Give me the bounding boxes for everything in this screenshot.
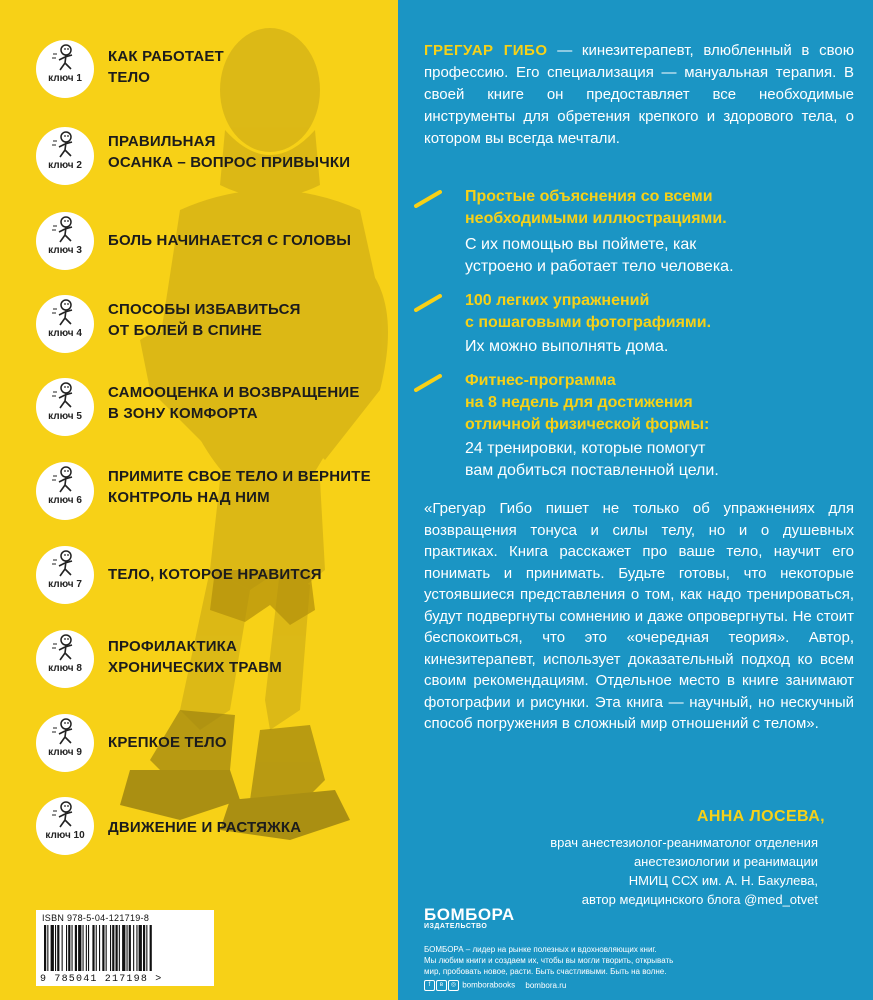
publisher-socials: [424, 980, 566, 991]
running-figure-icon: [50, 131, 80, 159]
key-badge-label: ключ 2: [48, 160, 82, 171]
running-figure-icon: [50, 216, 80, 244]
left-panel: [0, 0, 398, 1000]
key-badge: [36, 378, 94, 436]
feature-title: Простые объяснения со всеми необходимыми иллюстрациями.: [465, 188, 727, 227]
key-title: БОЛЬ НАЧИНАЕТСЯ С ГОЛОВЫ: [108, 232, 352, 249]
key-badge-label: ключ 10: [45, 830, 85, 841]
feature-title: 100 легких упражнений с пошаговыми фотографиями.: [465, 292, 712, 331]
review-quote: «Грегуар Гибо пишет не только об упражнениях для возвращения тонуса и силы телу, но и о душевных практиках. Книга расскажет про ваше тело, научит его понимать и принимать. Будьте готовы, что некоторые устоявшиеся представления о том, как надо тренироваться, будут подвергнуты сомнению и даже опровергнуты. Не стоит беспокоиться, что это «очередная теория». Автор, кинезитерапевт, использует доказательный подход ко всем своим рекомендациям. Отдельное место в книге занимают фотографии и рисунки. Эта книга — научный, но нескучный способ погружения в сложный мир отношений с телом».: [424, 500, 854, 732]
key-title: ПРОФИЛАКТИКА ХРОНИЧЕСКИХ ТРАВМ: [108, 638, 282, 676]
isbn-label: ISBN 978-5-04-121719-8: [42, 913, 150, 923]
feature-desc: Их можно выполнять дома.: [465, 338, 669, 355]
site-link[interactable]: bombora.ru: [525, 980, 567, 990]
right-panel: [398, 0, 873, 1000]
slash-icon: [414, 374, 442, 392]
feature-desc: С их помощью вы поймете, как устроено и работает тело человека.: [465, 236, 734, 275]
key-badge: [36, 462, 94, 520]
key-badge: [36, 797, 94, 855]
facebook-icon[interactable]: f: [424, 980, 435, 991]
key-badge-label: ключ 8: [48, 663, 82, 674]
publisher-logo: БОМБОРА ИЗДАТЕЛЬСТВО: [424, 905, 515, 930]
key-item: [36, 546, 376, 606]
key-item: [36, 462, 376, 522]
instagram-icon[interactable]: ◎: [448, 980, 459, 991]
barcode-bars: [42, 925, 208, 973]
author-intro: [424, 40, 854, 150]
key-title: СПОСОБЫ ИЗБАВИТЬСЯ ОТ БОЛЕЙ В СПИНЕ: [108, 301, 301, 339]
key-badge-label: ключ 9: [48, 747, 82, 758]
key-title: ПРАВИЛЬНАЯ ОСАНКА – ВОПРОС ПРИВЫЧКИ: [108, 133, 351, 171]
slash-icon: [414, 294, 442, 312]
vk-icon[interactable]: в: [436, 980, 447, 991]
key-item: [36, 797, 376, 857]
key-badge: [36, 714, 94, 772]
key-badge-label: ключ 7: [48, 579, 82, 590]
key-item: [36, 127, 376, 187]
reviewer-description: врач анестезиолог-реаниматолог отделения анестезиологии и реанимации НМИЦ ССХ им. А. Н. Бакулева, автор медицинского блога @med_otvet: [550, 835, 818, 907]
key-title: ДВИЖЕНИЕ И РАСТЯЖКА: [108, 819, 302, 836]
social-handle[interactable]: bomborabooks: [462, 980, 516, 990]
barcode-number: 9 785041 217198 >: [40, 974, 163, 985]
key-item: [36, 630, 376, 690]
key-badge-label: ключ 3: [48, 245, 82, 256]
key-item: [36, 40, 376, 100]
key-badge: [36, 630, 94, 688]
key-badge: [36, 127, 94, 185]
running-figure-icon: [50, 466, 80, 494]
key-title: КАК РАБОТАЕТ ТЕЛО: [108, 48, 224, 86]
key-badge: [36, 40, 94, 98]
key-badge-label: ключ 5: [48, 411, 82, 422]
key-title: КРЕПКОЕ ТЕЛО: [108, 734, 227, 751]
running-figure-icon: [50, 44, 80, 72]
feature-title: Фитнес-программа на 8 недель для достижения отличной физической формы:: [465, 372, 710, 433]
key-badge: [36, 212, 94, 270]
reviewer-name: АННА ЛОСЕВА,: [696, 808, 825, 825]
key-badge-label: ключ 1: [48, 73, 82, 84]
key-badge: [36, 295, 94, 353]
key-title: ТЕЛО, КОТОРОЕ НРАВИТСЯ: [108, 566, 322, 583]
running-figure-icon: [50, 634, 80, 662]
feature-desc: 24 тренировки, которые помогут вам добиться поставленной цели.: [465, 440, 719, 479]
running-figure-icon: [50, 801, 80, 829]
key-item: [36, 212, 376, 272]
slash-icon: [414, 190, 442, 208]
key-title: ПРИМИТЕ СВОЕ ТЕЛО И ВЕРНИТЕ КОНТРОЛЬ НАД НИМ: [108, 468, 371, 506]
running-figure-icon: [50, 299, 80, 327]
running-figure-icon: [50, 718, 80, 746]
key-badge: [36, 546, 94, 604]
author-intro-text: — кинезитерапевт, влюбленный в свою профессию. Его специализация — мануальная терапия. В своей книге он предоставляет все необходимые инструменты для обретения крепкого и здорового тела, о котором вы всегда мечтали.: [424, 42, 854, 147]
running-figure-icon: [50, 550, 80, 578]
key-title: САМООЦЕНКА И ВОЗВРАЩЕНИЕ В ЗОНУ КОМФОРТА: [108, 384, 360, 422]
publisher-description: БОМБОРА – лидер на рынке полезных и вдохновляющих книг. Мы любим книги и создаем их, чтобы вы могли творить, открывать мир, пробовать новое, расти. Быть счастливыми. Быть на волне.: [424, 945, 674, 976]
barcode: [36, 910, 214, 986]
author-name: ГРЕГУАР ГИБО: [424, 42, 548, 59]
running-figure-icon: [50, 382, 80, 410]
key-item: [36, 714, 376, 774]
key-badge-label: ключ 6: [48, 495, 82, 506]
key-item: [36, 295, 376, 355]
key-item: [36, 378, 376, 438]
key-badge-label: ключ 4: [48, 328, 82, 339]
